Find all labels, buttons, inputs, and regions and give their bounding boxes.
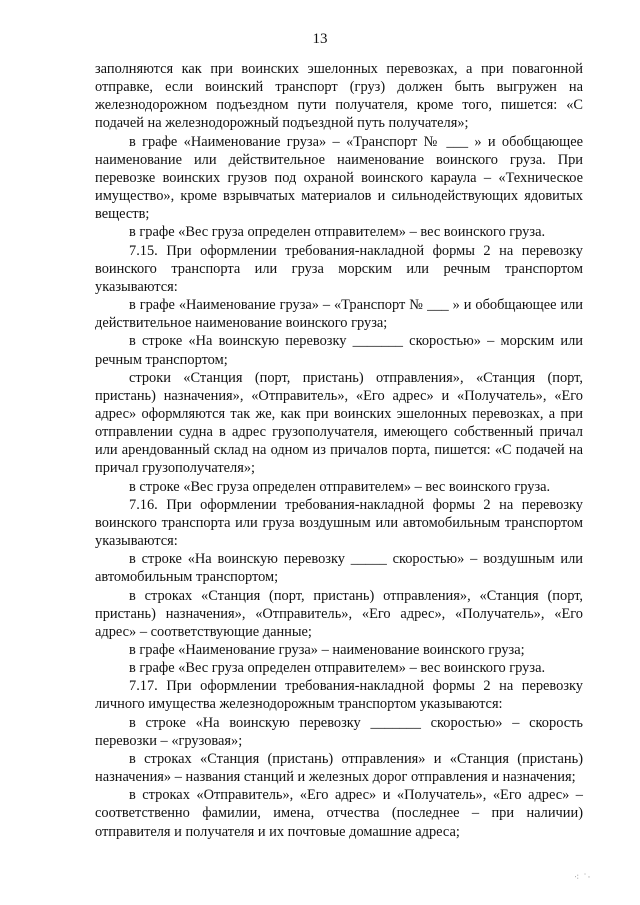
page-number: 13 [312, 31, 328, 47]
paragraph: в строках «Станция (порт, пристань) отправления», «Станция (порт, пристань) назначения», «Отправитель», «Его адрес», «Получатель», «Его адрес» – соответствующие данные; [95, 587, 583, 640]
paragraph: в строках «Отправитель», «Его адрес» и «Получатель», «Его адрес» – соответственно фамилии, имена, отчества (последнее – при наличии) отправителя и получателя и их почтовые домашние адреса; [95, 787, 583, 840]
paragraph: в строке «На воинскую перевозку _______ скоростью» – морским или речным транспортом; [95, 333, 583, 368]
paragraph: в строке «На воинскую перевозку _______ скоростью» – скорость перевозки – «грузовая»; [95, 714, 583, 749]
section-7-17-paragraph: 7.17. При оформлении требования-накладной формы 2 на перевозку личного имущества железнодорожным транспортом указываются: [95, 678, 583, 713]
paragraph: в графе «Вес груза определен отправителем» – вес воинского груза. [129, 224, 546, 241]
paragraph: в строке «Вес груза определен отправителем» – вес воинского груза. [129, 478, 551, 495]
paragraph: в графе «Наименование груза» – «Транспорт № ___ » и обобщающее или действительное наименование воинского груза; [95, 297, 583, 332]
document-body [95, 60, 583, 841]
paragraph: в графе «Наименование груза» – наименование воинского груза; [129, 642, 525, 658]
section-7-16-paragraph: 7.16. При оформлении требования-накладной формы 2 на перевозку воинского транспорта или груза воздушным или автомобильным транспортом указываются: [95, 496, 583, 550]
paragraph: в графе «Наименование груза» – «Транспорт № ___ » и обобщающее наименование или действительное наименование воинского груза. При перевозке воинских грузов под охраной воинского караула – «Техническое имущество», кроме взрывчатых материалов и сильнодействующих ядовитых веществ; [95, 133, 583, 223]
paragraph: в графе «Вес груза определен отправителем» – вес воинского груза. [129, 660, 546, 677]
scan-artifact-mark: ⁖ ˙· [574, 872, 592, 882]
paragraph: в строках «Станция (пристань) отправления» и «Станция (пристань) назначения» – названия станций и железных дорог отправления и назначения; [95, 750, 583, 786]
paragraph: заполняются как при воинских эшелонных перевозках, а при повагонной отправке, если воинский транспорт (груз) должен быть выгружен на железнодорожном подъездном пути получателя, кроме того, пишется: «С подачей на железнодорожный подъездной путь получателя»; [95, 61, 583, 132]
paragraph: строки «Станция (порт, пристань) отправления», «Станция (порт, пристань) назначения», «Отправитель», «Его адрес» и «Получатель», «Его адрес» оформляются так же, как при воинских эшелонных перевозках, а при отправлении судна в адрес грузополучателя, имеющего собственный причал или арендованный склад на одном из причалов порта, пишется: «С подачей на причал грузополучателя»; [95, 369, 583, 477]
paragraph: в строке «На воинскую перевозку _____ скоростью» – воздушным или автомобильным транспортом; [95, 551, 583, 586]
section-7-15-paragraph: 7.15. При оформлении требования-накладной формы 2 на перевозку воинского транспорта или груза морским или речным транспортом указываются: [95, 242, 583, 295]
